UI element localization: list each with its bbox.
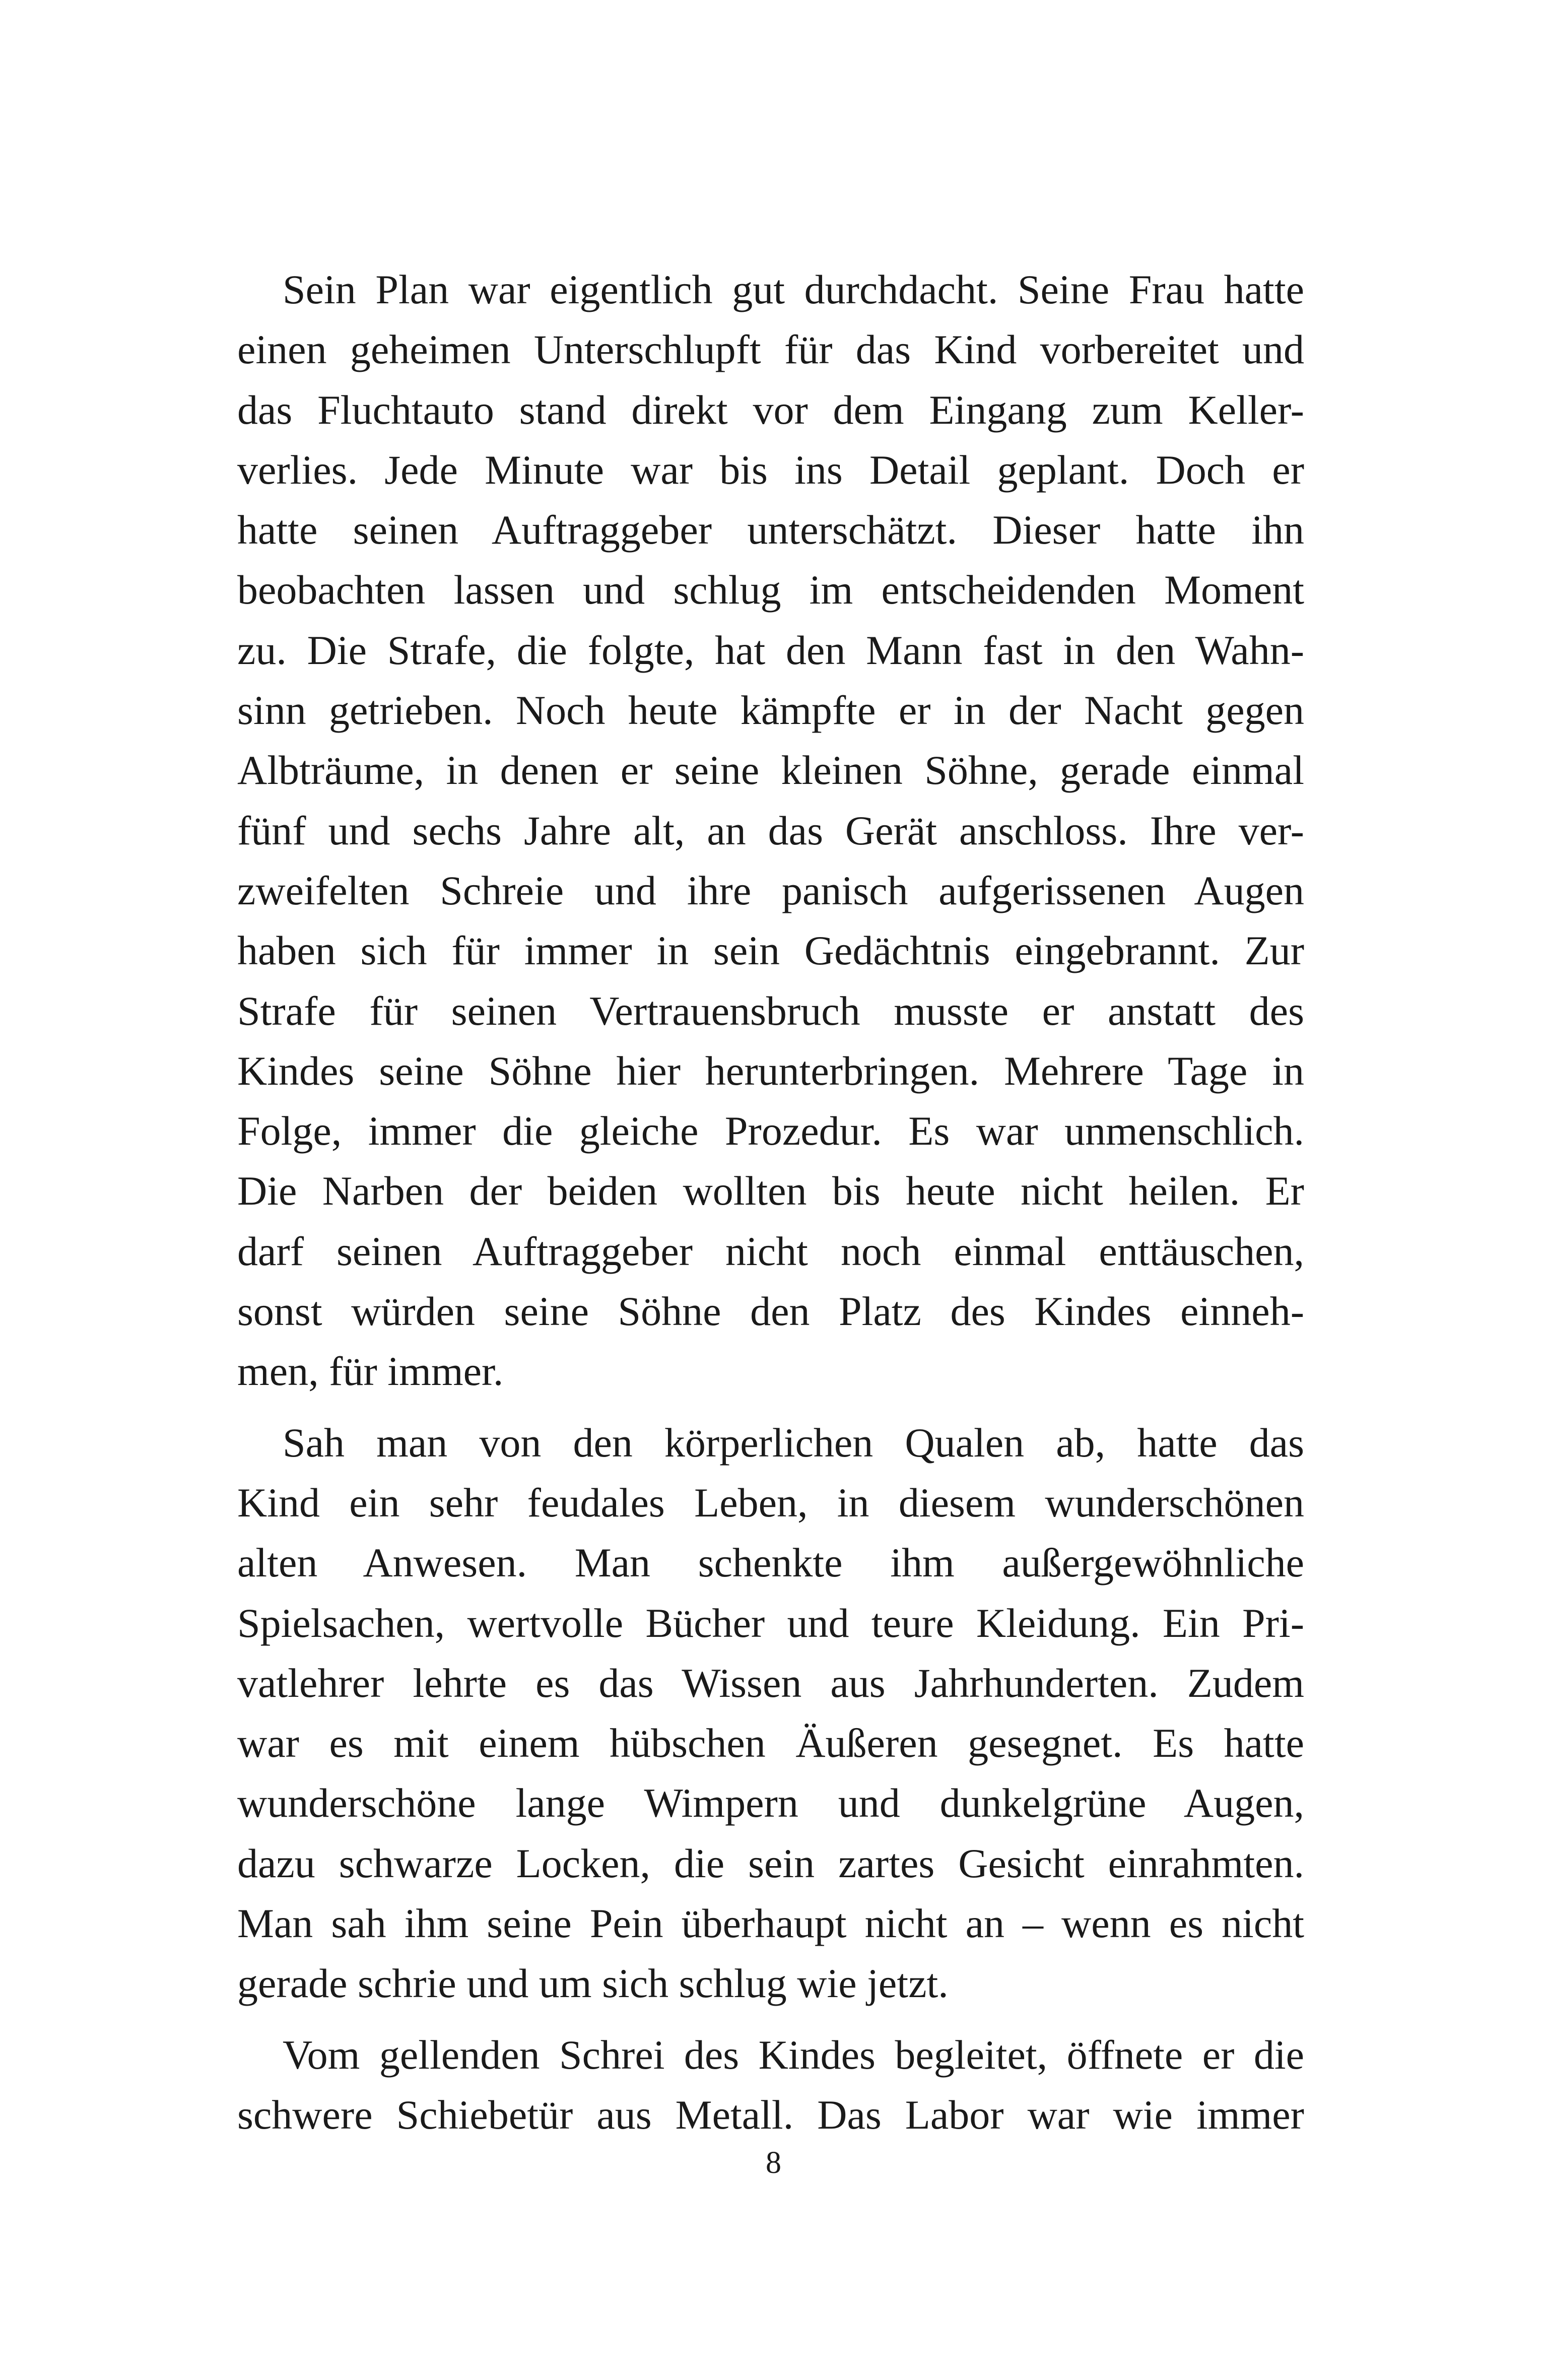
text-line: war es mit einem hübschen Äußeren gesegnet. Es hatte [237, 1720, 1304, 1766]
text-line: schwere Schiebetür aus Metall. Das Labor war wie immer [237, 2091, 1304, 2138]
text-line: beobachten lassen und schlug im entscheidenden Moment [237, 567, 1304, 613]
text-line: men, für immer. [237, 1348, 504, 1395]
body-text [237, 259, 1304, 2145]
text-line: sinn getrieben. Noch heute kämpfte er in der Nacht gegen [237, 687, 1304, 734]
text-line: Folge, immer die gleiche Prozedur. Es war unmenschlich. [237, 1108, 1304, 1154]
text-line: haben sich für immer in sein Gedächtnis eingebrannt. Zur [237, 928, 1304, 974]
text-line: Man sah ihm seine Pein überhaupt nicht an – wenn es nicht [237, 1900, 1304, 1947]
text-line: sonst würden seine Söhne den Platz des Kindes einneh- [237, 1288, 1304, 1335]
text-line: einen geheimen Unterschlupft für das Kind vorbereitet und [237, 326, 1304, 373]
text-line: Strafe für seinen Vertrauensbruch musste er anstatt des [237, 987, 1304, 1034]
paragraph-1 [237, 259, 1304, 1402]
text-line: Kindes seine Söhne hier herunterbringen. Mehrere Tage in [237, 1047, 1304, 1094]
text-line: verlies. Jede Minute war bis ins Detail geplant. Doch er [237, 446, 1304, 493]
text-line: vatlehrer lehrte es das Wissen aus Jahrhunderten. Zudem [237, 1660, 1304, 1706]
text-line: Albträume, in denen er seine kleinen Söhne, gerade einmal [237, 747, 1304, 794]
text-line: gerade schrie und um sich schlug wie jetzt. [237, 1960, 949, 2007]
page-number: 8 [766, 2146, 781, 2180]
text-line: zu. Die Strafe, die folgte, hat den Mann fast in den Wahn- [237, 627, 1304, 673]
text-line: dazu schwarze Locken, die sein zartes Gesicht einrahmten. [237, 1840, 1304, 1886]
text-line: Kind ein sehr feudales Leben, in diesem wunderschönen [237, 1479, 1304, 1526]
text-line: darf seinen Auftraggeber nicht noch einmal enttäuschen, [237, 1228, 1304, 1274]
text-line: Sein Plan war eigentlich gut durchdacht. Seine Frau hatte [283, 267, 1304, 312]
text-line: Sah man von den körperlichen Qualen ab, hatte das [283, 1419, 1304, 1466]
text-line: das Fluchtauto stand direkt vor dem Eingang zum Keller- [237, 386, 1304, 433]
text-line: zweifelten Schreie und ihre panisch aufgerissenen Augen [237, 867, 1304, 913]
text-line: alten Anwesen. Man schenkte ihm außergewöhnliche [237, 1540, 1304, 1586]
text-line: Die Narben der beiden wollten bis heute nicht heilen. Er [237, 1168, 1304, 1214]
paragraph-3 [237, 2025, 1304, 2145]
text-line: fünf und sechs Jahre alt, an das Gerät anschloss. Ihre ver- [237, 807, 1304, 853]
text-line: Vom gellenden Schrei des Kindes begleitet, öffnete er die [283, 2031, 1304, 2078]
paragraph-2 [237, 1413, 1304, 2014]
text-line: Spielsachen, wertvolle Bücher und teure Kleidung. Ein Pri- [237, 1600, 1304, 1646]
text-line: wunderschöne lange Wimpern und dunkelgrüne Augen, [237, 1780, 1304, 1826]
text-line: hatte seinen Auftraggeber unterschätzt. Dieser hatte ihn [237, 507, 1304, 553]
